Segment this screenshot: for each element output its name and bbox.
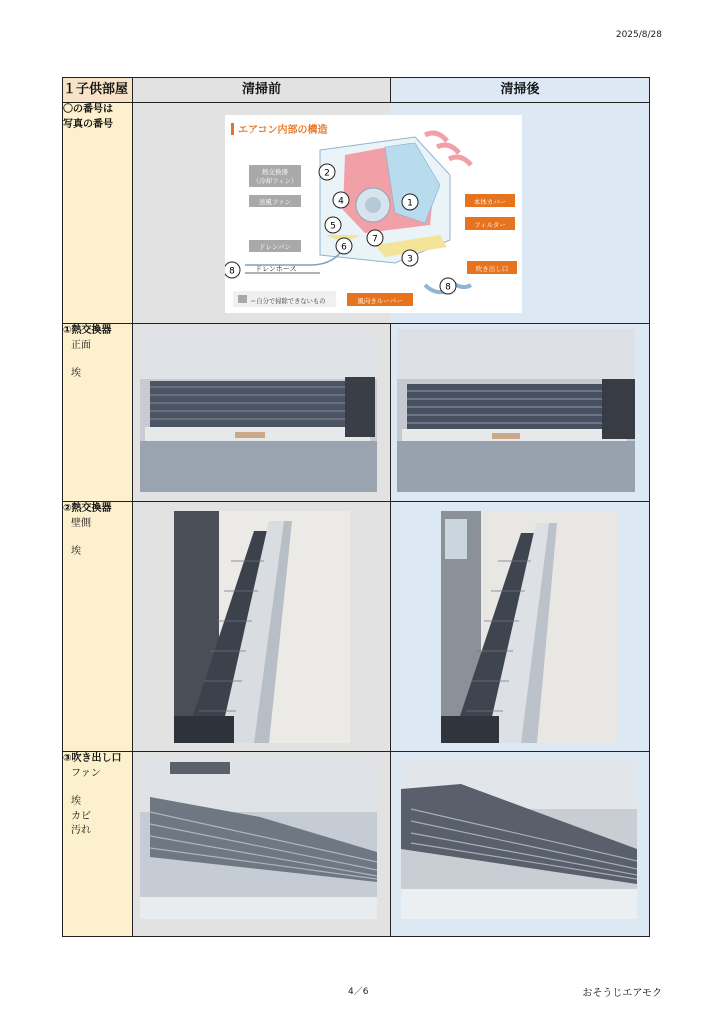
row-note: ファン bbox=[71, 767, 101, 779]
svg-text:7: 7 bbox=[372, 234, 378, 245]
row-note: 埃 bbox=[71, 796, 81, 807]
svg-text:吹き出し口: 吹き出し口 bbox=[475, 265, 509, 273]
after-photo-air-outlet bbox=[401, 759, 637, 919]
row-note: 埃 bbox=[71, 546, 81, 557]
after-photo-heat-exchanger-wall bbox=[441, 511, 617, 743]
svg-text:本体カバー: 本体カバー bbox=[473, 198, 507, 206]
row-title: ①熱交換器 bbox=[63, 325, 112, 336]
svg-text:4: 4 bbox=[338, 196, 344, 207]
row-note: 埃 bbox=[71, 368, 81, 379]
row-title: ③吹き出し口 bbox=[63, 753, 122, 764]
diagram-title: エアコン内部の構造 bbox=[238, 125, 328, 136]
intro-label-line2: 写真の番号 bbox=[63, 118, 113, 130]
svg-text:8: 8 bbox=[229, 266, 235, 277]
before-photo-cell bbox=[133, 752, 391, 937]
after-photo-cell bbox=[391, 502, 650, 752]
svg-text:ドレンパン: ドレンパン bbox=[259, 243, 291, 251]
diagram-cell bbox=[133, 103, 650, 324]
svg-text:3: 3 bbox=[407, 254, 413, 265]
svg-text:フィルター: フィルター bbox=[474, 221, 506, 229]
before-photo-heat-exchanger-wall bbox=[174, 511, 350, 743]
row-note: カビ bbox=[71, 810, 91, 822]
svg-text:ドレンホース: ドレンホース bbox=[255, 265, 297, 273]
svg-text:8: 8 bbox=[445, 282, 451, 293]
row-note: 汚れ bbox=[71, 825, 91, 836]
row-note: 壁側 bbox=[71, 517, 91, 529]
company-name: おそうじエアモク bbox=[582, 988, 662, 999]
before-photo-air-outlet bbox=[140, 757, 377, 919]
before-photo-heat-exchanger-front bbox=[140, 329, 377, 492]
svg-text:熱交換器: 熱交換器 bbox=[262, 168, 288, 176]
row-label-air-outlet bbox=[63, 752, 133, 937]
svg-text:風向きルーバー: 風向きルーバー bbox=[357, 297, 403, 305]
svg-text:送風ファン: 送風ファン bbox=[258, 198, 292, 206]
svg-text:（冷却フィン）: （冷却フィン） bbox=[252, 177, 298, 185]
cleaning-report-table bbox=[62, 77, 650, 937]
row-label-heat-exchanger-wall bbox=[63, 502, 133, 752]
row-label-heat-exchanger-front bbox=[63, 324, 133, 502]
row-title: ②熱交換器 bbox=[63, 503, 112, 514]
after-header: 清掃後 bbox=[391, 78, 650, 103]
before-photo-cell bbox=[133, 502, 391, 752]
svg-text:5: 5 bbox=[330, 221, 336, 232]
after-photo-cell bbox=[391, 324, 650, 502]
intro-label-line1: 〇の番号は bbox=[63, 104, 113, 115]
page-number: 4／6 bbox=[348, 987, 369, 997]
diagram-svg bbox=[225, 115, 522, 313]
svg-text:6: 6 bbox=[341, 242, 347, 253]
svg-text:1: 1 bbox=[407, 198, 413, 209]
before-photo-cell bbox=[133, 324, 391, 502]
diagram-legend: ＝自分で掃除できないもの bbox=[250, 298, 326, 305]
aircon-structure-diagram bbox=[225, 115, 522, 313]
intro-label bbox=[63, 103, 133, 324]
room-header: １子供部屋 bbox=[63, 78, 133, 103]
after-photo-heat-exchanger-front bbox=[397, 329, 635, 492]
after-photo-cell bbox=[391, 752, 650, 937]
svg-text:2: 2 bbox=[324, 168, 330, 179]
report-date: 2025/8/28 bbox=[615, 30, 662, 40]
row-note: 正面 bbox=[71, 339, 91, 351]
before-header: 清掃前 bbox=[133, 78, 391, 103]
